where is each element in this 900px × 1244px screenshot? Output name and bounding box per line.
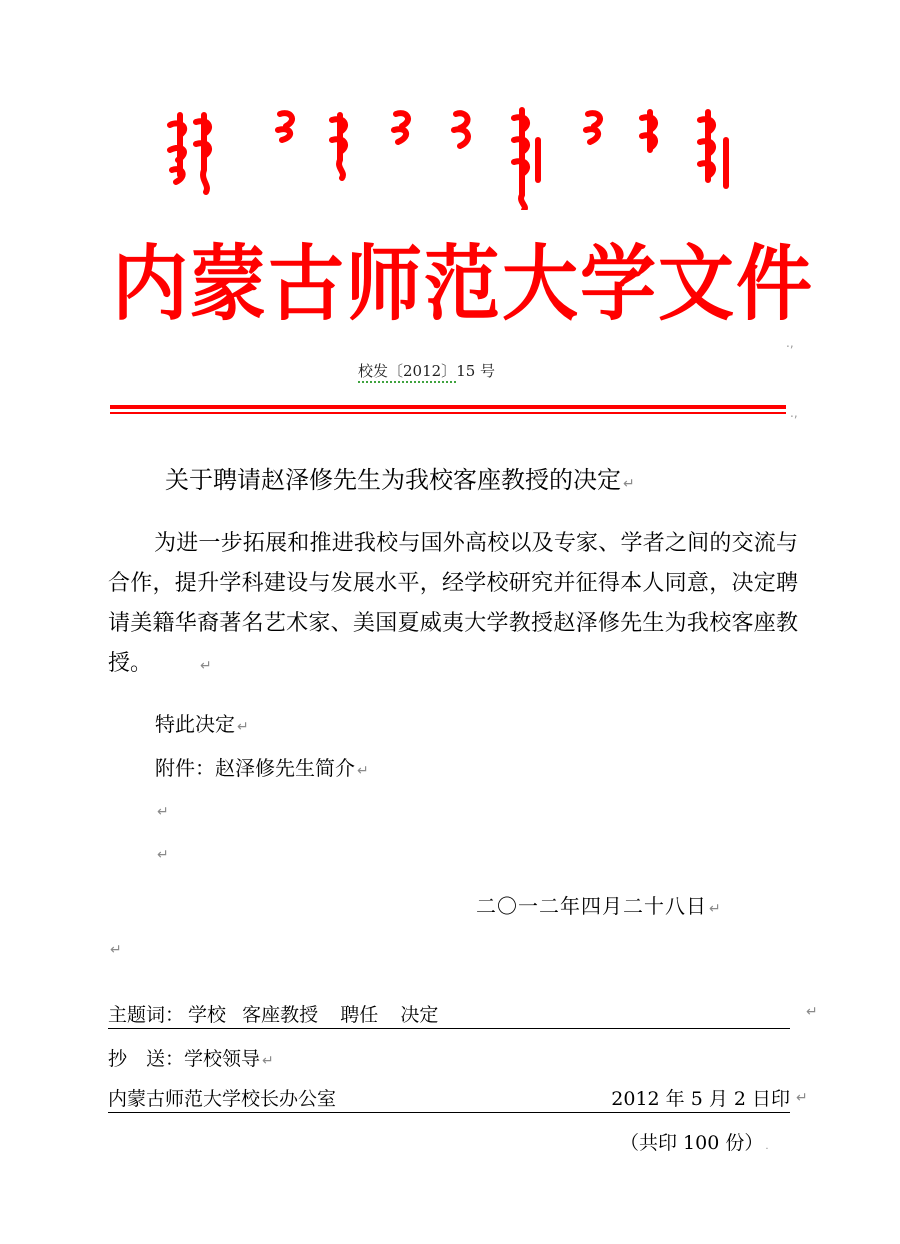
- document-number-suffix: 15 号: [456, 362, 496, 380]
- paragraph-mark-icon: ↵: [262, 1053, 274, 1069]
- keyword-item: 学校: [188, 1004, 227, 1026]
- paragraph-mark-icon: ↵: [357, 763, 369, 779]
- decision-heading: [165, 460, 785, 495]
- keyword-item: 聘任: [340, 1004, 379, 1026]
- document-number-prefix: 校发〔2012〕: [358, 362, 456, 383]
- decision-date: [476, 890, 722, 919]
- paragraph-mark-icon: ↵: [623, 476, 635, 492]
- attachment-text: 附件：赵泽修先生简介: [155, 756, 355, 780]
- print-date: 2012 年 5 月 2 日印: [611, 1088, 790, 1110]
- empty-paragraph: [155, 840, 169, 864]
- margin-marker: .,: [786, 336, 794, 350]
- end-mark: .: [765, 1141, 769, 1152]
- paragraph-mark-icon: ↵: [157, 804, 169, 820]
- paragraph-mark-icon: ↵: [796, 1090, 808, 1106]
- keyword-item: 客座教授: [242, 1004, 319, 1026]
- keyword-item: 决定: [400, 1004, 439, 1026]
- empty-paragraph: [108, 935, 122, 959]
- paragraph-mark-icon: ↵: [709, 901, 722, 917]
- paragraph-mark-icon: ↵: [110, 942, 122, 958]
- closing-statement: [155, 708, 249, 737]
- paragraph-mark-icon: ↵: [200, 658, 212, 674]
- decision-date-text: 二〇一二年四月二十八日: [476, 894, 707, 918]
- cc-value: 学校领导: [184, 1048, 261, 1070]
- decision-body-paragraph: [108, 524, 798, 686]
- decision-body-text: 为进一步拓展和推进我校与国外高校以及专家、学者之间的交流与合作，提升学科建设与发展水平，经学校研究并征得本人同意，决定聘请美籍华裔著名艺术家、美国夏威夷大学教授赵泽修先生为我校客座教授。: [108, 531, 798, 676]
- document-number: [358, 360, 558, 381]
- print-copies: [620, 1128, 769, 1155]
- margin-marker: .,: [790, 406, 798, 420]
- empty-paragraph: [155, 797, 169, 821]
- document-title: 内蒙古师范大学文件: [112, 235, 814, 332]
- issuing-office: 内蒙古师范大学校长办公室: [108, 1088, 337, 1110]
- red-header-rule-thin: [110, 412, 786, 414]
- closing-statement-text: 特此决定: [155, 712, 235, 736]
- paragraph-mark-icon: ↵: [806, 1004, 818, 1020]
- keywords-row: [108, 1000, 790, 1029]
- mongolian-script-emblem-icon: [160, 100, 740, 210]
- decision-heading-text: 关于聘请赵泽修先生为我校客座教授的决定: [165, 466, 621, 494]
- keywords-label: 主题词：: [108, 1004, 185, 1026]
- print-copies-text: （共印 100 份）: [620, 1132, 764, 1154]
- attachment-line: [155, 752, 369, 781]
- paragraph-mark-icon: ↵: [237, 719, 249, 735]
- issuing-office-row: [108, 1084, 790, 1113]
- paragraph-mark-icon: ↵: [157, 847, 169, 863]
- red-header-rule-thick: [110, 405, 786, 409]
- cc-row: [108, 1044, 790, 1070]
- cc-label: 抄 送：: [108, 1048, 185, 1070]
